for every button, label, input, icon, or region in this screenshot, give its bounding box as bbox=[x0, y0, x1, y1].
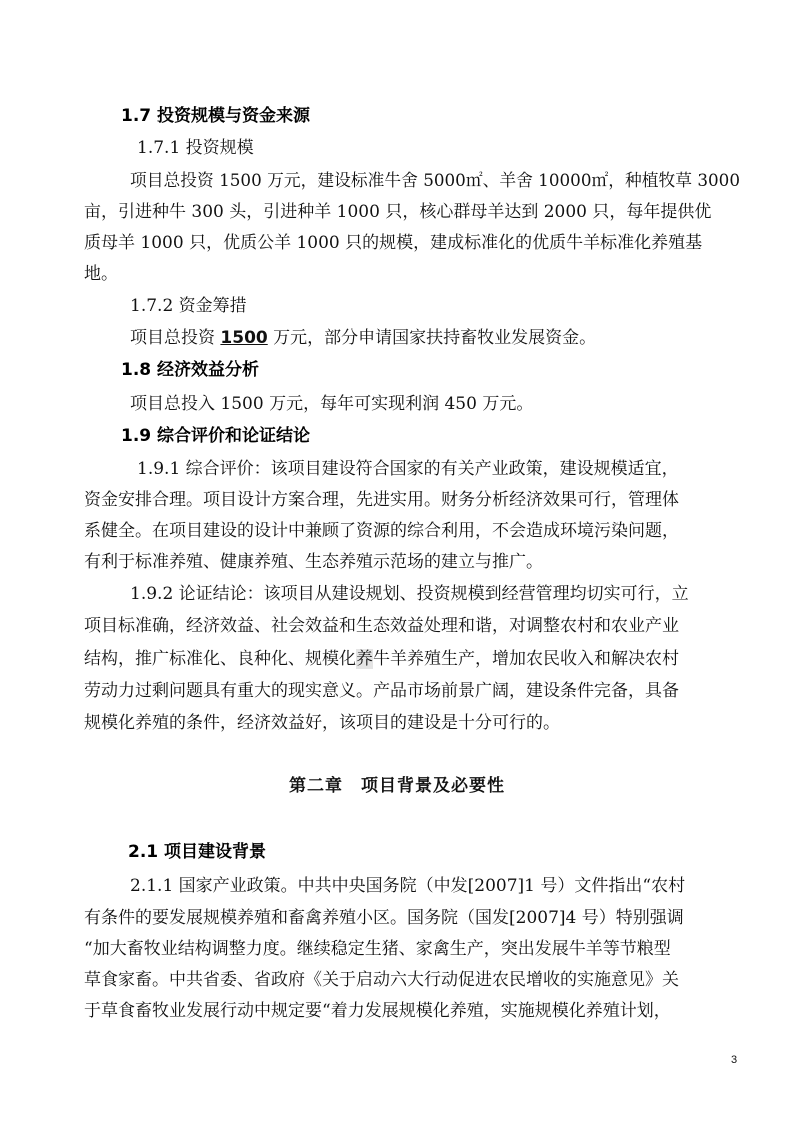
text-post: 牛羊养殖生产，增加农民收入和解决农村 bbox=[373, 649, 679, 669]
paragraph-line: 质母羊 1000 只，优质公羊 1000 只的规模，建成标准化的优质牛羊标准化养殖基 bbox=[84, 233, 703, 253]
paragraph-line: 有利于标准养殖、健康养殖、生态养殖示范场的建立与推广。 bbox=[84, 552, 543, 572]
section-heading-2-1: 2.1 项目建设背景 bbox=[128, 842, 267, 862]
paragraph-line: 项目标准确，经济效益、社会效益和生态效益处理和谐，对调整农村和农业产业 bbox=[84, 616, 679, 636]
paragraph-line: 有条件的要发展规模养殖和畜禽养殖小区。国务院（国发[2007]4 号）特别强调 bbox=[84, 908, 684, 928]
paragraph-line-investment bbox=[130, 324, 596, 353]
paragraph-line: 1.9.1 综合评价：该项目建设符合国家的有关产业政策，建设规模适宜， bbox=[137, 459, 679, 479]
paragraph-line: 于草食畜牧业发展行动中规定要“着力发展规模化养殖，实施规模化养殖计划， bbox=[84, 1001, 671, 1021]
subsection-heading-1-7-1: 1.7.1 投资规模 bbox=[137, 138, 254, 158]
paragraph-line: 系健全。在项目建设的设计中兼顾了资源的综合利用，不会造成环境污染问题， bbox=[84, 521, 679, 541]
paragraph-line: 资金安排合理。项目设计方案合理，先进实用。财务分析经济效果可行，管理体 bbox=[84, 490, 679, 510]
investment-text-post: 万元，部分申请国家扶持畜牧业发展资金。 bbox=[273, 328, 597, 348]
highlighted-char: 养 bbox=[356, 649, 373, 669]
paragraph-line: 项目总投入 1500 万元，每年可实现利润 450 万元。 bbox=[130, 394, 534, 414]
paragraph-line: 劳动力过剩问题具有重大的现实意义。产品市场前景广阔，建设条件完备，具备 bbox=[84, 681, 679, 701]
paragraph-line: 地。 bbox=[84, 264, 118, 284]
investment-text-pre: 项目总投资 bbox=[130, 328, 215, 348]
subsection-heading-1-7-2: 1.7.2 资金筹措 bbox=[130, 296, 247, 316]
section-heading-1-9: 1.9 综合评价和论证结论 bbox=[121, 426, 311, 446]
text-pre: 结构，推广标准化、良种化、规模化 bbox=[84, 649, 356, 669]
paragraph-line: 2.1.1 国家产业政策。中共中央国务院（中发[2007]1 号）文件指出“农村 bbox=[130, 876, 686, 896]
section-heading-1-8: 1.8 经济效益分析 bbox=[121, 360, 260, 380]
paragraph-line: 草食家畜。中共省委、省政府《关于启动六大行动促进农民增收的实施意见》关 bbox=[84, 970, 679, 990]
page-number: 3 bbox=[731, 1054, 738, 1066]
section-heading-1-7: 1.7 投资规模与资金来源 bbox=[121, 106, 311, 126]
chapter-title: 第二章 项目背景及必要性 bbox=[289, 776, 505, 796]
investment-amount: 1500 bbox=[220, 328, 268, 348]
paragraph-line: 规模化养殖的条件，经济效益好，该项目的建设是十分可行的。 bbox=[84, 713, 560, 733]
paragraph-line-highlight bbox=[84, 645, 679, 674]
paragraph-line: 亩，引进种牛 300 头，引进种羊 1000 只，核心群母羊达到 2000 只，每年提供优 bbox=[84, 202, 712, 222]
paragraph-line: “加大畜牧业结构调整力度。继续稳定生猪、家禽生产，突出发展牛羊等节粮型 bbox=[84, 939, 671, 959]
paragraph-line: 项目总投资 1500 万元，建设标准牛舍 5000㎡、羊舍 10000㎡，种植牧草 3000 bbox=[130, 171, 740, 191]
paragraph-line: 1.9.2 论证结论：该项目从建设规划、投资规模到经营管理均切实可行，立 bbox=[130, 584, 689, 604]
